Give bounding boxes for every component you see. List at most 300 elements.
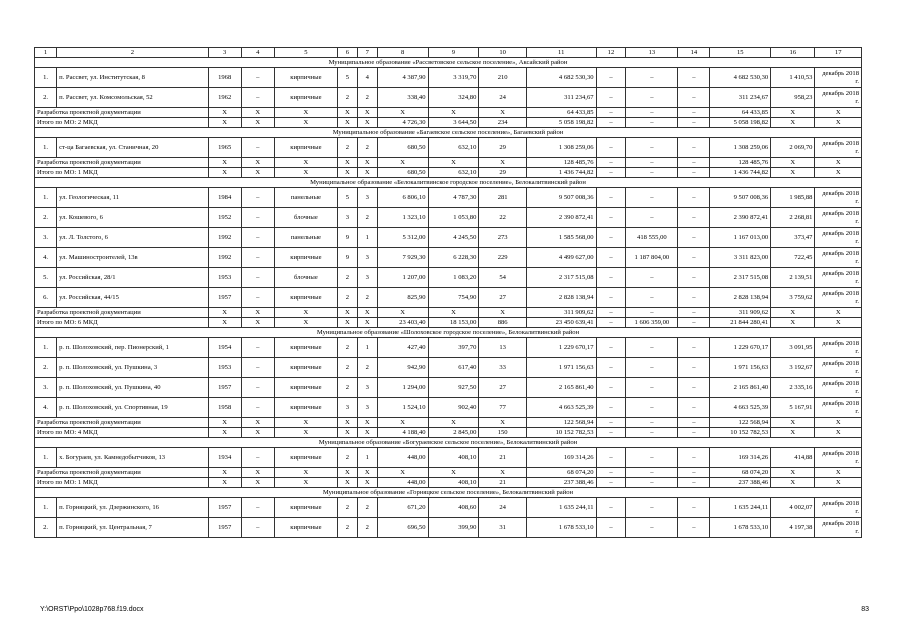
table-cell: 427,40 bbox=[377, 338, 428, 358]
total-sum-cell: 5 058 198,82 bbox=[526, 118, 596, 128]
x-mark-cell: Х bbox=[479, 418, 527, 428]
x-mark-cell: Х bbox=[815, 308, 862, 318]
table-cell: – bbox=[626, 88, 678, 108]
x-mark-cell: Х bbox=[771, 118, 815, 128]
table-cell: 2 069,70 bbox=[771, 138, 815, 158]
table-cell: – bbox=[596, 418, 626, 428]
table-cell: – bbox=[678, 248, 710, 268]
table-cell: 229 bbox=[479, 248, 527, 268]
wall-material-cell: блочные bbox=[274, 208, 337, 228]
project-docs-label: Разработка проектной документации bbox=[35, 158, 209, 168]
address-cell: р. п. Шолоховский, ул. Пушкина, 40 bbox=[57, 378, 208, 398]
x-mark-cell: Х bbox=[241, 468, 274, 478]
table-cell: 3 bbox=[357, 398, 377, 418]
x-mark-cell: Х bbox=[815, 118, 862, 128]
table-cell: 2 bbox=[337, 378, 357, 398]
x-mark-cell: Х bbox=[274, 108, 337, 118]
x-mark-cell: Х bbox=[241, 418, 274, 428]
wall-material-cell: кирпичные bbox=[274, 378, 337, 398]
deadline-cell: декабрь 2018 г. bbox=[815, 248, 862, 268]
row-number-cell: 3. bbox=[35, 378, 57, 398]
document-sheet bbox=[34, 47, 862, 538]
x-mark-cell: Х bbox=[428, 418, 479, 428]
table-cell: 2 390 872,41 bbox=[526, 208, 596, 228]
column-number-header: 5 bbox=[274, 48, 337, 58]
row-number-cell: 2. bbox=[35, 358, 57, 378]
x-mark-cell: Х bbox=[208, 308, 241, 318]
x-mark-cell: Х bbox=[815, 158, 862, 168]
x-mark-cell: Х bbox=[357, 418, 377, 428]
table-cell: – bbox=[241, 288, 274, 308]
table-cell: 1 167 013,00 bbox=[710, 228, 771, 248]
table-cell: 13 bbox=[479, 338, 527, 358]
table-cell: 825,90 bbox=[377, 288, 428, 308]
table-cell: 4 726,30 bbox=[377, 118, 428, 128]
table-cell: 3 bbox=[357, 248, 377, 268]
address-cell: р. п. Шолоховский, пер. Пионерский, 1 bbox=[57, 338, 208, 358]
x-mark-cell: Х bbox=[337, 428, 357, 438]
table-cell: 21 bbox=[479, 478, 527, 488]
table-cell: – bbox=[596, 138, 626, 158]
table-cell: 6 228,30 bbox=[428, 248, 479, 268]
table-cell: 169 314,26 bbox=[710, 448, 771, 468]
table-cell: 754,90 bbox=[428, 288, 479, 308]
deadline-cell: декабрь 2018 г. bbox=[815, 358, 862, 378]
x-mark-cell: Х bbox=[479, 108, 527, 118]
deadline-cell: декабрь 2018 г. bbox=[815, 398, 862, 418]
table-row bbox=[35, 248, 862, 268]
table-cell: 2 bbox=[337, 268, 357, 288]
table-cell: 122 568,94 bbox=[710, 418, 771, 428]
table-cell: – bbox=[678, 108, 710, 118]
x-mark-cell: Х bbox=[771, 308, 815, 318]
deadline-cell: декабрь 2018 г. bbox=[815, 228, 862, 248]
section-title: Муниципальное образование «Богураевское сельское поселение», Белокалитвинский район bbox=[35, 438, 862, 448]
project-docs-label: Разработка проектной документации bbox=[35, 468, 209, 478]
table-cell: 1962 bbox=[208, 88, 241, 108]
total-label: Итого по МО: 1 МКД bbox=[35, 478, 209, 488]
table-cell: 2 bbox=[337, 358, 357, 378]
table-cell: – bbox=[241, 138, 274, 158]
x-mark-cell: Х bbox=[377, 108, 428, 118]
address-cell: р. п. Шолоховский, ул. Спортивная, 19 bbox=[57, 398, 208, 418]
table-cell: 4 245,50 bbox=[428, 228, 479, 248]
wall-material-cell: кирпичные bbox=[274, 248, 337, 268]
table-cell: 18 153,00 bbox=[428, 318, 479, 328]
row-number-cell: 1. bbox=[35, 448, 57, 468]
address-cell: п. Горняцкий, ул. Дзержинского, 16 bbox=[57, 498, 208, 518]
wall-material-cell: кирпичные bbox=[274, 398, 337, 418]
header-row bbox=[35, 48, 862, 58]
x-mark-cell: Х bbox=[208, 418, 241, 428]
address-cell: ул. Машиностроителей, 13в bbox=[57, 248, 208, 268]
table-cell: 2 bbox=[357, 498, 377, 518]
x-mark-cell: Х bbox=[274, 418, 337, 428]
project-docs-row bbox=[35, 468, 862, 478]
table-cell: – bbox=[678, 168, 710, 178]
wall-material-cell: кирпичные bbox=[274, 358, 337, 378]
table-row bbox=[35, 68, 862, 88]
table-cell: 324,80 bbox=[428, 88, 479, 108]
table-cell: 273 bbox=[479, 228, 527, 248]
row-number-cell: 2. bbox=[35, 208, 57, 228]
table-cell: 29 bbox=[479, 168, 527, 178]
table-cell: 311 909,62 bbox=[710, 308, 771, 318]
table-cell: 24 bbox=[479, 498, 527, 518]
x-mark-cell: Х bbox=[428, 158, 479, 168]
table-cell: 5 bbox=[337, 188, 357, 208]
table-cell: 1957 bbox=[208, 378, 241, 398]
table-cell: 311 234,67 bbox=[710, 88, 771, 108]
address-cell: р. п. Шолоховский, ул. Пушкина, 3 bbox=[57, 358, 208, 378]
x-mark-cell: Х bbox=[815, 108, 862, 118]
table-cell: – bbox=[241, 498, 274, 518]
address-cell: п. Горняцкий, ул. Центральная, 7 bbox=[57, 518, 208, 538]
table-body bbox=[35, 48, 862, 538]
table-cell: – bbox=[596, 108, 626, 118]
table-cell: 1 678 533,10 bbox=[526, 518, 596, 538]
table-cell: – bbox=[241, 208, 274, 228]
table-cell: – bbox=[626, 158, 678, 168]
x-mark-cell: Х bbox=[274, 468, 337, 478]
table-cell: 33 bbox=[479, 358, 527, 378]
x-mark-cell: Х bbox=[208, 478, 241, 488]
table-cell: 9 bbox=[337, 248, 357, 268]
table-cell: 373,47 bbox=[771, 228, 815, 248]
column-number-header: 10 bbox=[479, 48, 527, 58]
table-cell: 418 555,00 bbox=[626, 228, 678, 248]
table-cell: 1 053,80 bbox=[428, 208, 479, 228]
table-cell: 1 bbox=[357, 448, 377, 468]
x-mark-cell: Х bbox=[771, 428, 815, 438]
table-cell: 1968 bbox=[208, 68, 241, 88]
table-cell: 3 319,70 bbox=[428, 68, 479, 88]
table-cell: 338,40 bbox=[377, 88, 428, 108]
table-cell: – bbox=[626, 108, 678, 118]
table-cell: 1958 bbox=[208, 398, 241, 418]
column-number-header: 13 bbox=[626, 48, 678, 58]
table-cell: 68 074,20 bbox=[710, 468, 771, 478]
table-cell: – bbox=[596, 318, 626, 328]
table-cell: 169 314,26 bbox=[526, 448, 596, 468]
table-cell: 2 bbox=[357, 358, 377, 378]
table-cell: 1984 bbox=[208, 188, 241, 208]
table-cell: 27 bbox=[479, 288, 527, 308]
table-cell: 886 bbox=[479, 318, 527, 328]
project-docs-row bbox=[35, 418, 862, 428]
table-cell: 1 308 259,06 bbox=[526, 138, 596, 158]
wall-material-cell: кирпичные bbox=[274, 288, 337, 308]
table-cell: 2 bbox=[357, 208, 377, 228]
x-mark-cell: Х bbox=[337, 118, 357, 128]
table-cell: 4 bbox=[357, 68, 377, 88]
table-cell: 5 312,00 bbox=[377, 228, 428, 248]
table-cell: – bbox=[241, 228, 274, 248]
x-mark-cell: Х bbox=[357, 468, 377, 478]
row-number-cell: 1. bbox=[35, 138, 57, 158]
section-title-row bbox=[35, 438, 862, 448]
table-cell: 2 bbox=[357, 138, 377, 158]
x-mark-cell: Х bbox=[771, 158, 815, 168]
table-cell: 680,50 bbox=[377, 138, 428, 158]
table-cell: 902,40 bbox=[428, 398, 479, 418]
table-cell: 31 bbox=[479, 518, 527, 538]
total-label: Итого по МО: 2 МКД bbox=[35, 118, 209, 128]
table-row bbox=[35, 188, 862, 208]
row-number-cell: 2. bbox=[35, 88, 57, 108]
table-cell: 64 433,85 bbox=[710, 108, 771, 118]
x-mark-cell: Х bbox=[377, 468, 428, 478]
table-cell: – bbox=[241, 248, 274, 268]
total-sum-cell: 237 388,46 bbox=[526, 478, 596, 488]
table-cell: 234 bbox=[479, 118, 527, 128]
total-label: Итого по МО: 6 МКД bbox=[35, 318, 209, 328]
column-number-header: 17 bbox=[815, 48, 862, 58]
table-cell: 4 682 530,30 bbox=[710, 68, 771, 88]
table-cell: – bbox=[596, 248, 626, 268]
table-cell: 399,90 bbox=[428, 518, 479, 538]
table-cell: – bbox=[626, 118, 678, 128]
table-cell: 3 091,95 bbox=[771, 338, 815, 358]
column-number-header: 7 bbox=[357, 48, 377, 58]
x-mark-cell: Х bbox=[208, 428, 241, 438]
x-mark-cell: Х bbox=[815, 318, 862, 328]
column-number-header: 2 bbox=[57, 48, 208, 58]
table-cell: 1 308 259,06 bbox=[710, 138, 771, 158]
x-mark-cell: Х bbox=[815, 428, 862, 438]
table-cell: 1953 bbox=[208, 358, 241, 378]
address-cell: х. Богураев, ул. Камнедобытчиков, 13 bbox=[57, 448, 208, 468]
table-cell: – bbox=[596, 378, 626, 398]
table-cell: – bbox=[241, 358, 274, 378]
table-cell: – bbox=[678, 448, 710, 468]
table-cell: 3 644,50 bbox=[428, 118, 479, 128]
table-cell: 414,88 bbox=[771, 448, 815, 468]
x-mark-cell: Х bbox=[357, 108, 377, 118]
table-cell: 1 436 744,82 bbox=[710, 168, 771, 178]
column-number-header: 14 bbox=[678, 48, 710, 58]
section-title-row bbox=[35, 488, 862, 498]
section-title: Муниципальное образование «Багаевское сельское поселение», Багаевский район bbox=[35, 128, 862, 138]
x-mark-cell: Х bbox=[815, 468, 862, 478]
table-cell: 1957 bbox=[208, 498, 241, 518]
table-cell: – bbox=[241, 518, 274, 538]
table-cell: 9 507 008,36 bbox=[526, 188, 596, 208]
project-docs-label: Разработка проектной документации bbox=[35, 418, 209, 428]
x-mark-cell: Х bbox=[208, 118, 241, 128]
section-title-row bbox=[35, 328, 862, 338]
table-cell: – bbox=[596, 308, 626, 318]
table-cell: 671,20 bbox=[377, 498, 428, 518]
table-cell: 1 323,10 bbox=[377, 208, 428, 228]
table-row bbox=[35, 268, 862, 288]
table-cell: – bbox=[678, 518, 710, 538]
table-row bbox=[35, 498, 862, 518]
table-cell: 696,50 bbox=[377, 518, 428, 538]
table-cell: 4 499 627,00 bbox=[526, 248, 596, 268]
project-docs-label: Разработка проектной документации bbox=[35, 308, 209, 318]
section-title: Муниципальное образование «Горняцкое сельское поселение», Белокалитвинский район bbox=[35, 488, 862, 498]
table-cell: – bbox=[596, 358, 626, 378]
table-cell: 1 678 533,10 bbox=[710, 518, 771, 538]
table-cell: 3 bbox=[357, 188, 377, 208]
table-cell: 1953 bbox=[208, 268, 241, 288]
x-mark-cell: Х bbox=[337, 308, 357, 318]
deadline-cell: декабрь 2018 г. bbox=[815, 138, 862, 158]
table-cell: 3 bbox=[357, 268, 377, 288]
table-cell: 4 682 530,30 bbox=[526, 68, 596, 88]
table-cell: – bbox=[678, 88, 710, 108]
deadline-cell: декабрь 2018 г. bbox=[815, 208, 862, 228]
table-cell: 1 207,00 bbox=[377, 268, 428, 288]
address-cell: ул. Геологическая, 11 bbox=[57, 188, 208, 208]
table-cell: – bbox=[596, 468, 626, 478]
table-cell: 448,00 bbox=[377, 448, 428, 468]
table-cell: 4 663 525,39 bbox=[710, 398, 771, 418]
table-cell: – bbox=[596, 208, 626, 228]
table-cell: – bbox=[626, 68, 678, 88]
wall-material-cell: панельные bbox=[274, 188, 337, 208]
table-cell: – bbox=[596, 428, 626, 438]
table-cell: – bbox=[626, 498, 678, 518]
column-number-header: 9 bbox=[428, 48, 479, 58]
table-cell: 2 bbox=[337, 338, 357, 358]
x-mark-cell: Х bbox=[274, 428, 337, 438]
wall-material-cell: кирпичные bbox=[274, 448, 337, 468]
table-cell: 1 524,10 bbox=[377, 398, 428, 418]
table-cell: – bbox=[626, 378, 678, 398]
x-mark-cell: Х bbox=[357, 308, 377, 318]
table-cell: 2 335,16 bbox=[771, 378, 815, 398]
deadline-cell: декабрь 2018 г. bbox=[815, 448, 862, 468]
table-cell: 3 bbox=[337, 398, 357, 418]
table-cell: 10 152 782,53 bbox=[710, 428, 771, 438]
table-cell: 7 929,30 bbox=[377, 248, 428, 268]
table-cell: 23 403,40 bbox=[377, 318, 428, 328]
table-cell: – bbox=[596, 478, 626, 488]
column-number-header: 1 bbox=[35, 48, 57, 58]
table-cell: – bbox=[241, 448, 274, 468]
x-mark-cell: Х bbox=[479, 308, 527, 318]
table-cell: – bbox=[241, 188, 274, 208]
x-mark-cell: Х bbox=[241, 478, 274, 488]
table-cell: 3 311 823,00 bbox=[710, 248, 771, 268]
wall-material-cell: кирпичные bbox=[274, 68, 337, 88]
x-mark-cell: Х bbox=[815, 168, 862, 178]
table-cell: – bbox=[626, 398, 678, 418]
project-sum-cell: 122 568,94 bbox=[526, 418, 596, 428]
table-cell: 2 845,00 bbox=[428, 428, 479, 438]
table-cell: 5 058 198,82 bbox=[710, 118, 771, 128]
table-cell: 5 167,91 bbox=[771, 398, 815, 418]
x-mark-cell: Х bbox=[357, 428, 377, 438]
total-sum-cell: 23 450 639,41 bbox=[526, 318, 596, 328]
x-mark-cell: Х bbox=[274, 318, 337, 328]
section-title-row bbox=[35, 58, 862, 68]
x-mark-cell: Х bbox=[428, 308, 479, 318]
table-cell: 27 bbox=[479, 378, 527, 398]
section-title: Муниципальное образование «Белокалитвинское городское поселение», Белокалитвинский район bbox=[35, 178, 862, 188]
table-cell: 22 bbox=[479, 208, 527, 228]
x-mark-cell: Х bbox=[208, 108, 241, 118]
x-mark-cell: Х bbox=[241, 108, 274, 118]
x-mark-cell: Х bbox=[208, 468, 241, 478]
table-cell: 5 bbox=[337, 68, 357, 88]
table-row bbox=[35, 208, 862, 228]
table-cell: 2 bbox=[337, 138, 357, 158]
table-cell: 2 bbox=[337, 498, 357, 518]
table-cell: – bbox=[678, 228, 710, 248]
table-cell: – bbox=[678, 68, 710, 88]
table-cell: – bbox=[626, 358, 678, 378]
table-cell: 408,60 bbox=[428, 498, 479, 518]
table-cell: – bbox=[626, 288, 678, 308]
table-cell: – bbox=[626, 168, 678, 178]
row-number-cell: 6. bbox=[35, 288, 57, 308]
table-cell: – bbox=[596, 188, 626, 208]
x-mark-cell: Х bbox=[337, 418, 357, 428]
wall-material-cell: кирпичные bbox=[274, 338, 337, 358]
section-title: Муниципальное образование «Рассветовское сельское поселение», Аксайский район bbox=[35, 58, 862, 68]
x-mark-cell: Х bbox=[274, 478, 337, 488]
row-number-cell: 2. bbox=[35, 518, 57, 538]
page-number: 83 bbox=[861, 606, 869, 613]
deadline-cell: декабрь 2018 г. bbox=[815, 498, 862, 518]
table-cell: 4 787,30 bbox=[428, 188, 479, 208]
x-mark-cell: Х bbox=[274, 158, 337, 168]
x-mark-cell: Х bbox=[377, 418, 428, 428]
table-cell: 2 bbox=[357, 518, 377, 538]
table-cell: 1 187 804,00 bbox=[626, 248, 678, 268]
table-cell: – bbox=[596, 448, 626, 468]
x-mark-cell: Х bbox=[241, 168, 274, 178]
project-docs-row bbox=[35, 108, 862, 118]
table-cell: 1 bbox=[357, 338, 377, 358]
table-cell: – bbox=[626, 478, 678, 488]
table-row bbox=[35, 518, 862, 538]
table-cell: 1 971 156,63 bbox=[710, 358, 771, 378]
address-cell: п. Рассвет, ул. Комсомольская, 52 bbox=[57, 88, 208, 108]
deadline-cell: декабрь 2018 г. bbox=[815, 338, 862, 358]
x-mark-cell: Х bbox=[241, 158, 274, 168]
wall-material-cell: кирпичные bbox=[274, 138, 337, 158]
table-cell: 1 635 244,11 bbox=[710, 498, 771, 518]
table-cell: – bbox=[596, 168, 626, 178]
table-cell: – bbox=[678, 288, 710, 308]
table-cell: – bbox=[678, 418, 710, 428]
table-cell: 1952 bbox=[208, 208, 241, 228]
table-cell: – bbox=[241, 398, 274, 418]
table-cell: 448,00 bbox=[377, 478, 428, 488]
table-cell: 2 bbox=[337, 518, 357, 538]
table-cell: – bbox=[626, 448, 678, 468]
x-mark-cell: Х bbox=[771, 468, 815, 478]
table-row bbox=[35, 448, 862, 468]
table-cell: 2 bbox=[337, 448, 357, 468]
project-docs-row bbox=[35, 158, 862, 168]
table-cell: – bbox=[626, 268, 678, 288]
x-mark-cell: Х bbox=[377, 308, 428, 318]
column-number-header: 8 bbox=[377, 48, 428, 58]
address-cell: п. Рассвет, ул. Институтская, 8 bbox=[57, 68, 208, 88]
table-cell: 1 229 670,17 bbox=[526, 338, 596, 358]
table-cell: – bbox=[626, 418, 678, 428]
x-mark-cell: Х bbox=[428, 468, 479, 478]
table-cell: 4 197,38 bbox=[771, 518, 815, 538]
row-number-cell: 1. bbox=[35, 68, 57, 88]
table-cell: 1 635 244,11 bbox=[526, 498, 596, 518]
total-row bbox=[35, 318, 862, 328]
